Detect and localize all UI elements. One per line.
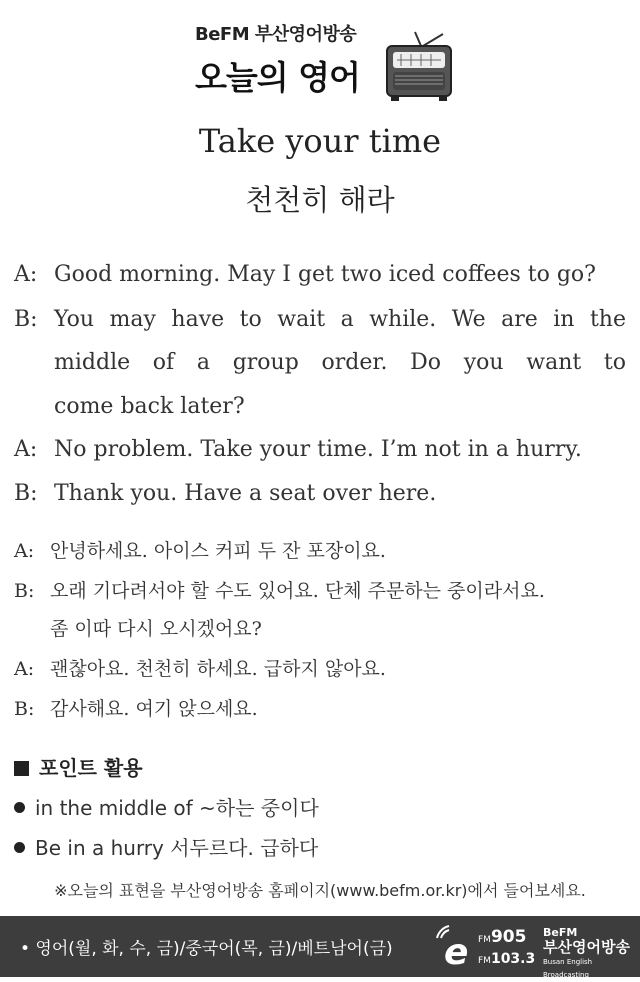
dialogue-text: Good morning. May I get two iced coffees to go? xyxy=(54,262,596,287)
dialogue-text: Thank you. Have a seat over here. xyxy=(54,481,437,506)
korean-dialogue-line xyxy=(14,533,386,569)
dialogue-text: 좀 이따 다시 오시겠어요? xyxy=(50,618,262,640)
dialogue-text: No problem. Take your time. I’m not in a hurry. xyxy=(54,437,582,462)
brand-name: BeFM 부산영어방송 xyxy=(195,24,357,45)
station-name-korean: 부산영어방송 xyxy=(543,938,630,956)
dialogue-line xyxy=(14,253,596,297)
speaker-label: A: xyxy=(14,658,35,680)
befm-logo-icon xyxy=(435,924,475,969)
dialogue-line xyxy=(14,428,582,472)
fm-label: FM xyxy=(478,956,491,966)
station-tagline: Busan English Broadcasting xyxy=(543,958,593,979)
speaker-label: B: xyxy=(14,698,35,720)
point-item xyxy=(14,792,319,821)
dialogue-text: 감사해요. 여기 앉으세요. xyxy=(50,698,258,720)
dialogue-text: 괜찮아요. 천천히 하세요. 급하지 않아요. xyxy=(50,658,386,680)
bullet-icon xyxy=(14,802,25,813)
point-heading-text: 포인트 활용 xyxy=(39,756,143,780)
point-item-text: Be in a hurry 서두르다. 급하다 xyxy=(35,836,319,860)
dialogue-text: You may have to wait a while. We are in the xyxy=(54,307,626,332)
speaker-label: A: xyxy=(14,540,35,562)
speaker-label: B: xyxy=(14,307,38,332)
speaker-label: B: xyxy=(14,580,35,602)
dialogue-text: 안녕하세요. 아이스 커피 두 잔 포장이요. xyxy=(50,540,386,562)
speaker-label: A: xyxy=(14,262,38,287)
radio-icon xyxy=(385,30,455,102)
point-item-text: in the middle of ~하는 중이다 xyxy=(35,796,319,820)
point-item xyxy=(14,832,318,861)
korean-dialogue-line xyxy=(14,691,258,727)
broadcast-schedule: • 영어(월, 화, 수, 금)/중국어(목, 금)/베트남어(금) xyxy=(20,939,393,959)
point-heading xyxy=(14,752,143,781)
logo-letter: e xyxy=(444,932,469,969)
korean-dialogue-line xyxy=(14,573,545,609)
station-name-english: BeFM xyxy=(543,926,578,939)
bullet-icon xyxy=(14,842,25,853)
footer-bar xyxy=(0,916,640,977)
dialogue-text: 오래 기다려서야 할 수도 있어요. 단체 주문하는 중이라서요. xyxy=(50,580,545,602)
dialogue-text: come back later? xyxy=(54,394,245,419)
speaker-label: B: xyxy=(14,481,38,506)
dialogue-line xyxy=(14,472,436,516)
frequency-secondary: 103.3 xyxy=(490,951,536,967)
dialogue-line xyxy=(14,298,54,342)
station-block xyxy=(543,926,640,982)
program-header xyxy=(195,12,455,102)
frequency-block xyxy=(478,928,535,970)
dialogue-text: middle of a group order. Do you want to xyxy=(54,350,626,375)
listen-note: ※오늘의 표현을 부산영어방송 홈페이지(www.befm.or.kr)에서 들어보세요. xyxy=(54,881,586,900)
square-bullet-icon xyxy=(14,761,29,776)
speaker-label: A: xyxy=(14,437,38,462)
expression-title-korean: 천천히 해라 xyxy=(245,183,395,217)
korean-dialogue-line xyxy=(14,651,386,687)
expression-title-english: Take your time xyxy=(198,122,442,160)
program-title: 오늘의 영어 xyxy=(195,58,360,97)
fm-label: FM xyxy=(478,935,491,945)
frequency-primary: 905 xyxy=(490,927,527,947)
